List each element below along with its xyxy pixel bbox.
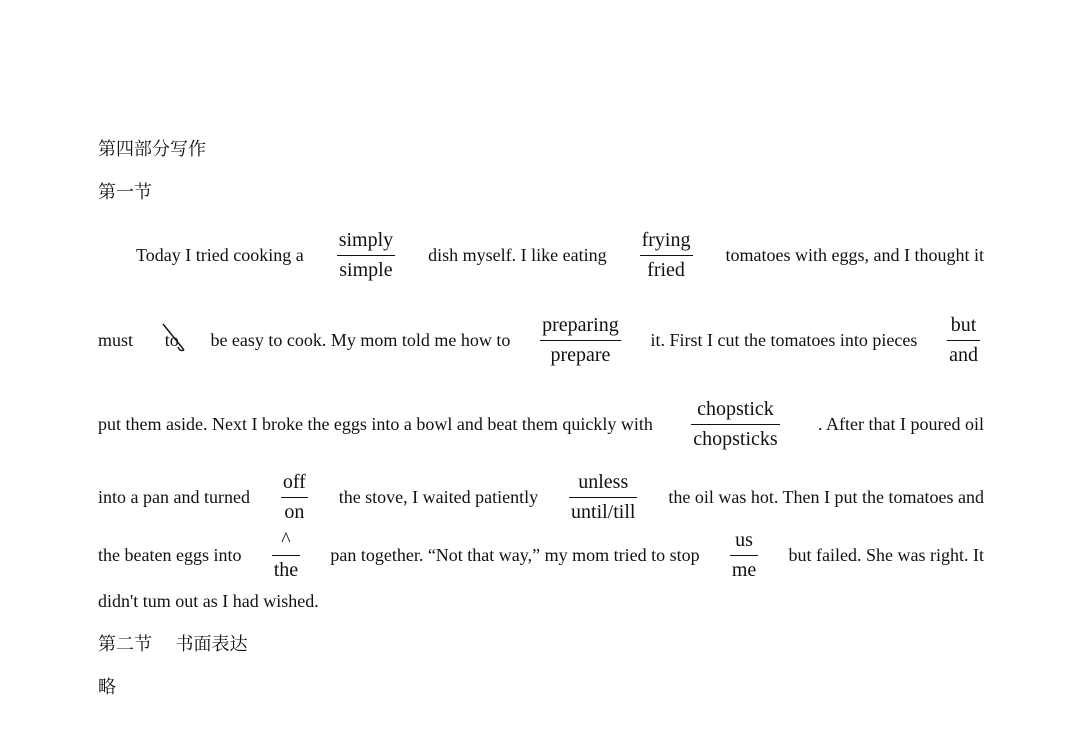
correction-frying-fried bbox=[636, 228, 697, 282]
text-segment: the stove, I waited patiently bbox=[338, 486, 539, 507]
deleted-word-text: to bbox=[164, 329, 179, 350]
section2-body: 略 bbox=[98, 677, 116, 698]
corrected-word: me bbox=[731, 559, 757, 581]
text-segment: be easy to cook. My mom told me how to bbox=[210, 329, 511, 350]
strike-mark-icon bbox=[160, 322, 190, 356]
section2-subtitle: 书面表达 bbox=[175, 634, 248, 655]
correction-but-and bbox=[943, 313, 984, 367]
corrected-word: prepare bbox=[550, 344, 611, 366]
section1-title: 第一节 bbox=[98, 182, 152, 203]
correction-unless-until bbox=[565, 470, 641, 524]
corrected-word: the bbox=[273, 559, 299, 581]
correction-off-on bbox=[277, 470, 312, 524]
correction-bar bbox=[691, 424, 779, 425]
text-segment: the oil was hot. Then I put the tomatoes and bbox=[668, 486, 984, 507]
correction-insert-the bbox=[268, 528, 304, 582]
original-word: unless bbox=[578, 471, 629, 493]
corrected-word: chopsticks bbox=[693, 428, 778, 450]
text-segment: Today I tried cooking a bbox=[136, 244, 304, 265]
correction-chopstick-chopsticks bbox=[687, 397, 783, 451]
text-segment: but failed. She was right. It bbox=[788, 544, 984, 565]
text-segment: . After that I poured oil bbox=[818, 413, 984, 434]
passage-line-2 bbox=[98, 313, 984, 367]
correction-bar bbox=[730, 555, 758, 556]
correction-bar bbox=[281, 497, 308, 498]
deleted-word bbox=[165, 330, 179, 351]
original-word: preparing bbox=[542, 314, 619, 336]
correction-simply-simple bbox=[333, 228, 399, 282]
correction-bar bbox=[640, 255, 693, 256]
insertion-caret: ^ bbox=[281, 529, 291, 551]
passage-line-5 bbox=[98, 528, 984, 582]
corrected-word: on bbox=[284, 501, 305, 523]
text-segment: tomatoes with eggs, and I thought it bbox=[725, 244, 984, 265]
original-word: us bbox=[735, 529, 753, 551]
passage-line-6 bbox=[98, 591, 984, 612]
original-word: off bbox=[282, 471, 306, 493]
correction-bar bbox=[569, 497, 637, 498]
text-segment: dish myself. I like eating bbox=[428, 244, 607, 265]
passage-line-1 bbox=[136, 228, 984, 282]
correction-us-me bbox=[726, 528, 762, 582]
passage-line-3 bbox=[98, 397, 984, 451]
section-title: 第四部分写作 bbox=[98, 139, 206, 160]
original-word: but bbox=[950, 314, 977, 336]
correction-preparing-prepare bbox=[536, 313, 625, 367]
correction-bar bbox=[540, 340, 621, 341]
corrected-word: until/till bbox=[571, 501, 636, 523]
text-segment: put them aside. Next I broke the eggs into a bowl and beat them quickly with bbox=[98, 413, 653, 434]
text-segment: pan together. “Not that way,” my mom tried to stop bbox=[330, 544, 700, 565]
text-segment: didn't tum out as I had wished. bbox=[98, 591, 319, 611]
original-word: frying bbox=[641, 229, 691, 251]
passage-line-4 bbox=[98, 470, 984, 524]
text-segment: it. First I cut the tomatoes into pieces bbox=[650, 329, 918, 350]
original-word: simply bbox=[338, 229, 394, 251]
correction-bar bbox=[337, 255, 395, 256]
text-segment: into a pan and turned bbox=[98, 486, 250, 507]
correction-bar bbox=[272, 555, 300, 556]
text-segment: must bbox=[98, 329, 134, 350]
text-segment: the beaten eggs into bbox=[98, 544, 242, 565]
section2-heading bbox=[98, 635, 247, 655]
corrected-word: fried bbox=[647, 259, 685, 281]
section2-title: 第二节 bbox=[98, 634, 152, 655]
original-word: chopstick bbox=[697, 398, 774, 420]
corrected-word: and bbox=[949, 344, 978, 366]
correction-bar bbox=[947, 340, 980, 341]
corrected-word: simple bbox=[339, 259, 393, 281]
